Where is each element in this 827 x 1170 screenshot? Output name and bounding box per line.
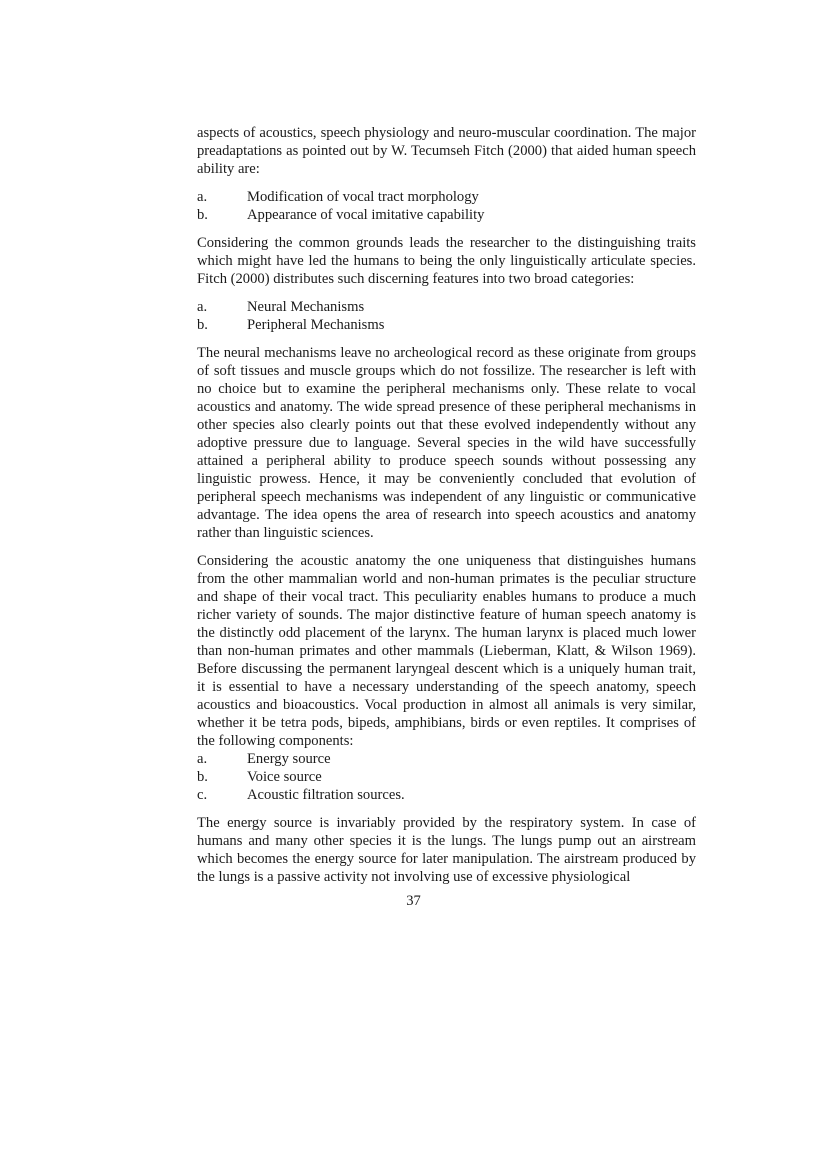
list-marker: a. bbox=[197, 189, 208, 205]
list-mechanisms bbox=[197, 298, 696, 334]
page-number: 37 bbox=[406, 893, 421, 909]
list-item-text: Energy source bbox=[247, 751, 331, 767]
spacer bbox=[197, 288, 696, 298]
paragraph-energy-source: The energy source is invariably provided by the respiratory system. In case of humans and many other species it is the lungs. The lungs pump out an airstream which becomes the energy source for later manipulation. The airstream produced by the lungs is a passive activity not involving use of excessive physiological bbox=[197, 815, 696, 885]
list-preadaptations bbox=[197, 188, 696, 224]
list-item-text: Neural Mechanisms bbox=[247, 299, 365, 315]
list-item bbox=[197, 750, 696, 768]
page-body bbox=[197, 124, 696, 886]
list-marker: a. bbox=[197, 299, 208, 315]
list-item-text: Acoustic filtration sources. bbox=[247, 787, 405, 803]
list-marker: b. bbox=[197, 317, 208, 333]
spacer bbox=[197, 224, 696, 234]
list-marker: a. bbox=[197, 751, 208, 767]
paragraph-distinguishing-traits: Considering the common grounds leads the researcher to the distinguishing traits which might have led the humans to being the only linguistically articulate species. Fitch (2000) distributes such discerning features into two broad categories: bbox=[197, 235, 696, 287]
list-item bbox=[197, 188, 696, 206]
list-item bbox=[197, 768, 696, 786]
list-marker: b. bbox=[197, 207, 208, 223]
list-item-text: Voice source bbox=[247, 769, 322, 785]
paragraph-acoustic-anatomy: Considering the acoustic anatomy the one uniqueness that distinguishes humans from the other mammalian world and non-human primates is the peculiar structure and shape of their vocal tract. This peculiarity enables humans to produce a much richer variety of sounds. The major distinctive feature of human speech anatomy is the distinctly odd placement of the larynx. The human larynx is placed much lower than non-human primates and other mammals (Lieberman, Klatt, & Wilson 1969). Before discussing the permanent laryngeal descent which is a uniquely human trait, it is essential to have a necessary understanding of the speech anatomy, speech acoustics and bioacoustics. Vocal production in almost all animals is very similar, whether it be tetra pods, bipeds, amphibians, birds or even reptiles. It comprises of the following components: bbox=[197, 553, 696, 749]
paragraph-preadaptations-intro: aspects of acoustics, speech physiology and neuro-muscular coordination. The major preadaptations as pointed out by W. Tecumseh Fitch (2000) that aided human speech ability are: bbox=[197, 125, 696, 177]
list-item-text: Appearance of vocal imitative capability bbox=[247, 207, 485, 223]
paragraph-neural-mechanisms: The neural mechanisms leave no archeological record as these originate from groups of soft tissues and muscle groups which do not fossilize. The researcher is left with no choice but to examine the peripheral mechanisms only. These relate to vocal acoustics and anatomy. The wide spread presence of these peripheral mechanisms in other species also clearly points out that these evolved independently without any adoptive pressure due to language. Several species in the wild have successfully attained a peripheral ability to produce speech sounds without possessing any linguistic prowess. Hence, it may be conveniently concluded that evolution of peripheral speech mechanisms was independent of any linguistic or communicative advantage. The idea opens the area of research into speech acoustics and anatomy rather than linguistic sciences. bbox=[197, 345, 696, 541]
list-marker: b. bbox=[197, 769, 208, 785]
list-item bbox=[197, 206, 696, 224]
spacer bbox=[197, 334, 696, 344]
spacer bbox=[197, 542, 696, 552]
list-components bbox=[197, 750, 696, 804]
list-item bbox=[197, 316, 696, 334]
spacer bbox=[197, 178, 696, 188]
list-item-text: Peripheral Mechanisms bbox=[247, 317, 385, 333]
list-item-text: Modification of vocal tract morphology bbox=[247, 189, 479, 205]
spacer bbox=[197, 804, 696, 814]
list-item bbox=[197, 786, 696, 804]
list-marker: c. bbox=[197, 787, 208, 803]
list-item bbox=[197, 298, 696, 316]
